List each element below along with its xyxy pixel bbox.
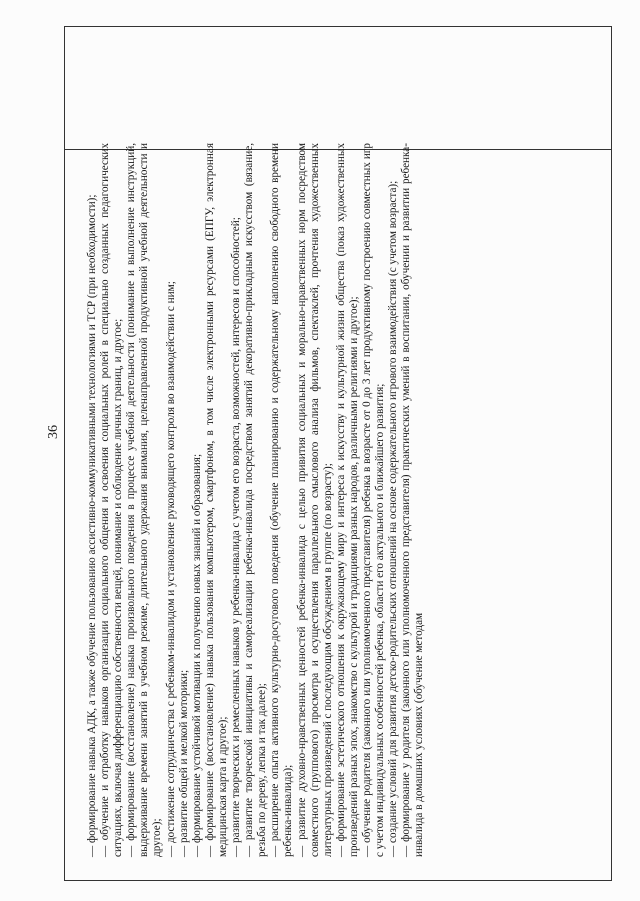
list-item: — формирование у родителя (законного или уполномоченного представителя) практических умений в воспитании, обучении и развитии ребенка-инвалида в домашних условиях (обучение методам: [400, 143, 426, 857]
page-number: 36: [46, 425, 61, 439]
list-item: — обучение и отработку навыков организации социального общения и освоения социальных ролей в специально созданных педагогических ситуациях, включая дифференциацию собственности вещей, понимание и соблюдение личных границ, и другое;: [99, 143, 125, 857]
list-item: — формирование навыка АДК, а также обучение пользованию ассистивно-коммуникативными технологиями и ТСР (при необходимости);: [86, 194, 98, 857]
list-item: — формирование эстетического отношения к окружающему миру и интереса к искусству и культурной жизни общества (показ художественных произведений разных эпох, знакомство с культурой и традициями разных народов, различными религиями и другое);: [334, 143, 360, 857]
list-item: — развитие творческой инициативы и самореализации ребенка-инвалида посредством занятий декоративно-прикладным искусством (вязание, резьба по дереву, лепка и так далее);: [243, 143, 269, 857]
list-item: — формирование устойчивой мотивации к получению новых знаний и образования;: [190, 453, 203, 857]
rotated-table-cell: [86, 135, 612, 865]
list-item: — достижение сотрудничества с ребенком-инвалидом и установление руководящего контроля во взаимодействии с ним;: [164, 281, 177, 857]
list-item: — развитие творческих и ремесленных навыков у ребенка-инвалида с учетом его возраста, возможностей, интересов и способностей;: [230, 217, 243, 857]
list-item: — создание условий для развития детско-родительских отношений на основе содержательного игрового взаимодействия (с учетом возраста);: [387, 180, 400, 857]
list-item: — развитие общей и мелкой моторики;: [177, 669, 190, 857]
list-item: — расширение опыта активного культурно-досугового поведения (обучение планированию и содержательному наполнению свободного времени ребенка-инвалида);: [269, 143, 295, 857]
list-item: — обучение родителя (законного или уполномоченного представителя) ребенка в возрасте от 0 до 3 лет продуктивному построению совместных игр с учетом индивидуальных особенностей ребенка, области его актуального и ближайшего развития;: [360, 143, 387, 857]
list-item: — формирование (восстановление) навыка произвольного поведения в процессе учебной деятельности (понимание и выполнение инструкций, выдерживание времени занятий в учебном режиме, длительного удержания внимания, целенаправленной продуктивной учебной деятельности и другое);: [125, 143, 164, 857]
list-item: — формирование (восстановление) навыка пользования компьютером, смартфоном, в том числе электронными ресурсами (ЕПГУ, электронная медицинская карта и другое);: [203, 143, 229, 857]
list-item: — развитие духовно-нравственных ценностей ребенка-инвалида с целью привития социальных и морально-нравственных норм посредством совместного (группового) просмотра и осуществления параллельного смыслового анализа фильмов, спектаклей, прочтения художественных литературных произведений с последующим обсуждением в группе (по возрасту);: [295, 143, 334, 857]
